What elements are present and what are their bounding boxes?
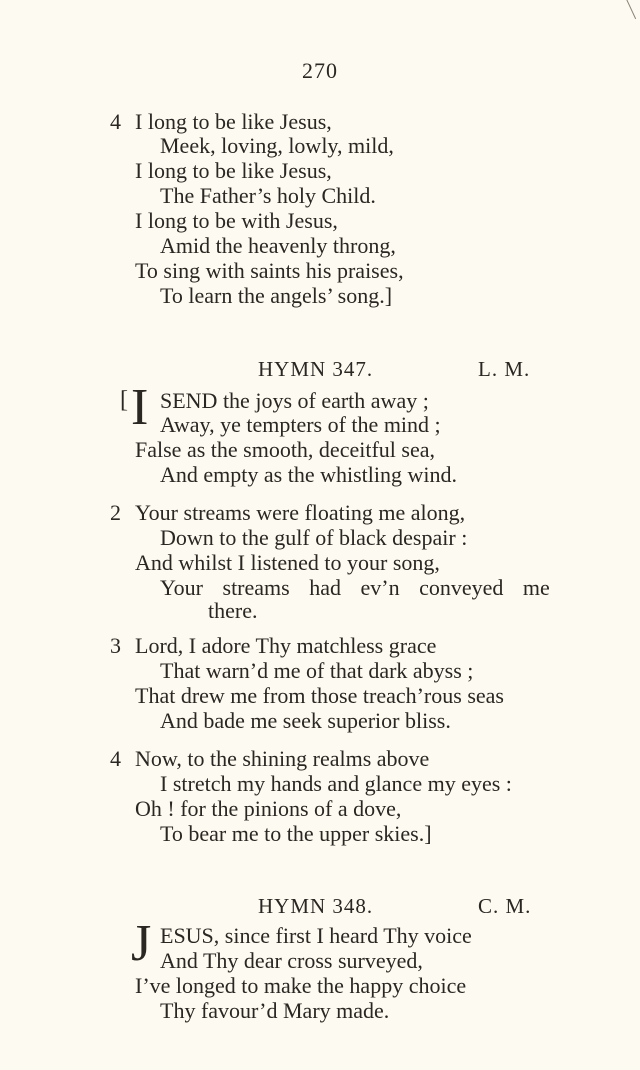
verse-line: Down to the gulf of black despair : — [160, 525, 468, 550]
verse-line: I long to be like Jesus, — [135, 158, 332, 183]
verse-number: 2 — [110, 500, 121, 525]
verse-line: Thy favour’d Mary made. — [160, 998, 390, 1023]
verse-line: That warn’d me of that dark abyss ; — [160, 658, 474, 683]
verse-line: To bear me to the upper skies.] — [160, 821, 432, 846]
verse-number: 4 — [110, 746, 121, 771]
verse-line: I’ve longed to make the happy choice — [135, 973, 467, 998]
verse-line: Meek, loving, lowly, mild, — [160, 133, 394, 158]
hymn-meter: L. M. — [478, 357, 531, 381]
verse-line: The Father’s holy Child. — [160, 183, 376, 208]
hymn-meter: C. M. — [478, 894, 532, 918]
verse-line: To learn the angels’ song.] — [160, 283, 393, 308]
verse-line: I long to be like Jesus, — [135, 109, 332, 134]
verse-number: 4 — [110, 109, 121, 134]
verse-line: there. — [208, 598, 258, 623]
hymn-title: HYMN 348. — [258, 894, 374, 918]
drop-cap: J — [131, 915, 152, 972]
verse-line: I long to be with Jesus, — [135, 208, 338, 233]
verse-line: Your streams had ev’n conveyed me — [160, 575, 550, 600]
verse-line: False as the smooth, deceitful sea, — [135, 437, 435, 462]
page-number: 270 — [302, 58, 338, 83]
verse-line: To sing with saints his praises, — [135, 258, 404, 283]
hymn-title: HYMN 347. — [258, 357, 374, 381]
verse-line: Now, to the shining realms above — [135, 746, 430, 771]
verse-line: That drew me from those treach’rous seas — [135, 683, 504, 708]
open-bracket: [ — [120, 387, 128, 413]
verse-line: Amid the heavenly throng, — [160, 233, 396, 258]
verse-line: ESUS, since first I heard Thy voice — [160, 923, 472, 948]
verse-line: And bade me seek superior bliss. — [160, 708, 451, 733]
drop-cap: I — [131, 379, 149, 436]
verse-line: And Thy dear cross surveyed, — [160, 948, 423, 973]
verse-line: And empty as the whistling wind. — [160, 462, 457, 487]
verse-line: SEND the joys of earth away ; — [160, 388, 429, 413]
verse-line: And whilst I listened to your song, — [135, 550, 440, 575]
verse-line: Away, ye tempters of the mind ; — [160, 412, 441, 437]
verse-line: Oh ! for the pinions of a dove, — [135, 796, 402, 821]
verse-number: 3 — [110, 633, 121, 658]
verse-line: Lord, I adore Thy matchless grace — [135, 633, 437, 658]
verse-line: I stretch my hands and glance my eyes : — [160, 771, 512, 796]
page-corner-mark — [617, 0, 636, 23]
verse-line: Your streams were floating me along, — [135, 500, 466, 525]
